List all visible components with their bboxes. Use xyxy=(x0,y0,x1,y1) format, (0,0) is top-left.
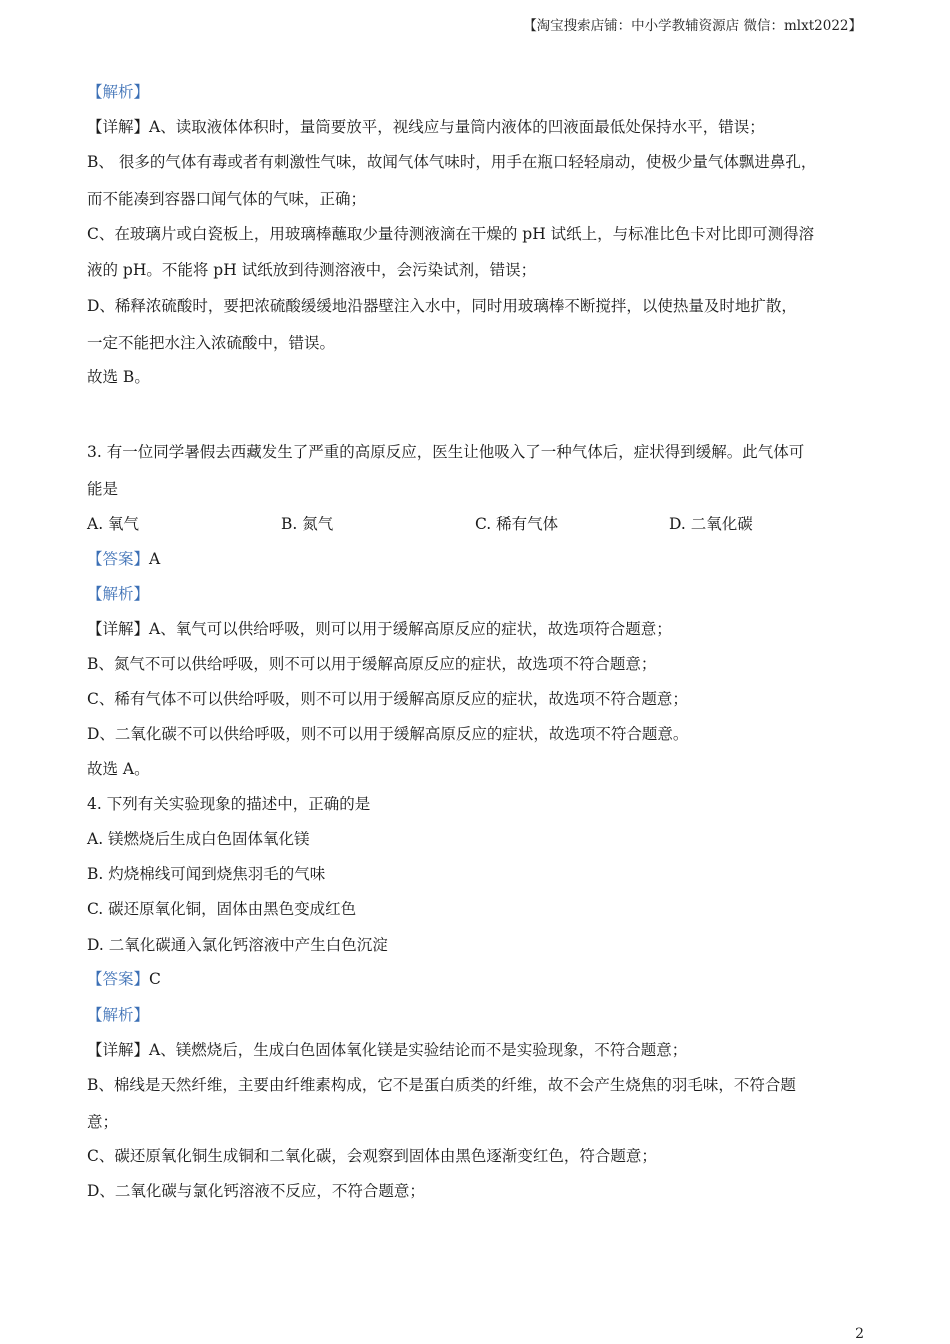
q2-line: 液的 pH。不能将 pH 试纸放到待测溶液中，会污染试剂，错误； xyxy=(87,261,537,279)
q4-option-c: C. 碳还原氧化铜，固体由黑色变成红色 xyxy=(87,900,357,918)
q4-option-b: B. 灼烧棉线可闻到烧焦羽毛的气味 xyxy=(87,865,326,883)
q2-conclusion: 故选 B。 xyxy=(87,368,150,386)
q4-detail-line: 【详解】A、镁燃烧后，生成白色固体氧化镁是实验结论而不是实验现象，不符合题意； xyxy=(87,1041,688,1059)
q4-answer xyxy=(87,969,872,989)
q3-line: D、二氧化碳不可以供给呼吸，则不可以用于缓解高原反应的症状，故选项不符合题意。 xyxy=(87,725,689,743)
q2-line: 而不能凑到容器口闻气体的气味，正确； xyxy=(87,190,367,208)
q4-answer-value: C xyxy=(149,970,161,988)
q2-line: B、 很多的气体有毒或者有刺激性气味，故闻气体气味时，用手在瓶口轻轻扇动，使极少量气体飘进鼻孔， xyxy=(87,153,817,171)
q4-line: 意； xyxy=(87,1113,119,1131)
q3-line: C、稀有气体不可以供给呼吸，则不可以用于缓解高原反应的症状，故选项不符合题意； xyxy=(87,690,688,708)
q2-detail-line: 【详解】A、读取液体体积时，量筒要放平，视线应与量筒内液体的凹液面最低处保持水平，错误； xyxy=(87,118,765,136)
q4-option-a: A. 镁燃烧后生成白色固体氧化镁 xyxy=(87,830,310,848)
q2-line: D、稀释浓硫酸时，要把浓硫酸缓缓地沿器壁注入水中，同时用玻璃棒不断搅拌，以使热量及时地扩散， xyxy=(87,297,797,315)
q3-stem-line-1: 3. 有一位同学暑假去西藏发生了严重的高原反应，医生让他吸入了一种气体后，症状得到缓解。此气体可 xyxy=(87,443,805,461)
q3-detail-line: 【详解】A、氧气可以供给呼吸，则可以用于缓解高原反应的症状，故选项符合题意； xyxy=(87,620,672,638)
q3-detail-tag: 【详解】 xyxy=(87,620,150,638)
q4-line: C、碳还原氧化铜生成铜和二氧化碳，会观察到固体由黑色逐渐变红色，符合题意； xyxy=(87,1147,657,1165)
q2-line: C、在玻璃片或白瓷板上，用玻璃棒蘸取少量待测液滴在干燥的 pH 试纸上，与标准比色卡对比即可测得溶 xyxy=(87,225,815,243)
q4-option-d: D. 二氧化碳通入氯化钙溶液中产生白色沉淀 xyxy=(87,936,388,954)
q3-stem-line-2: 能是 xyxy=(87,480,119,498)
q4-answer-tag: 【答案】 xyxy=(87,970,150,988)
q3-answer xyxy=(87,549,872,569)
q3-option-d: D. 二氧化碳 xyxy=(669,515,753,533)
q3-option-b: B. 氮气 xyxy=(281,515,334,533)
q3-option-a: A. 氧气 xyxy=(87,515,140,533)
page-header: 【淘宝搜索店铺：中小学教辅资源店 微信：mlxt2022】 xyxy=(523,18,862,34)
q2-line: 一定不能把水注入浓硫酸中，错误。 xyxy=(87,334,336,352)
page-number: 2 xyxy=(855,1326,864,1342)
q4-stem: 4. 下列有关实验现象的描述中，正确的是 xyxy=(87,795,371,813)
q2-detail-tag: 【详解】 xyxy=(87,118,150,136)
q3-conclusion: 故选 A。 xyxy=(87,760,150,778)
q4-analysis-tag: 【解析】 xyxy=(87,1006,150,1024)
q4-line: B、棉线是天然纤维，主要由纤维素构成，它不是蛋白质类的纤维，故不会产生烧焦的羽毛味，不符合题 xyxy=(87,1076,796,1094)
q3-answer-tag: 【答案】 xyxy=(87,550,150,568)
q3-answer-value: A xyxy=(149,550,161,568)
q4-line: D、二氧化碳与氯化钙溶液不反应，不符合题意； xyxy=(87,1182,425,1200)
q3-option-c: C. 稀有气体 xyxy=(475,515,559,533)
q4-detail-tag: 【详解】 xyxy=(87,1041,150,1059)
q2-analysis-tag: 【解析】 xyxy=(87,83,150,101)
q3-line: B、氮气不可以供给呼吸，则不可以用于缓解高原反应的症状，故选项不符合题意； xyxy=(87,655,657,673)
q3-analysis-tag: 【解析】 xyxy=(87,585,150,603)
